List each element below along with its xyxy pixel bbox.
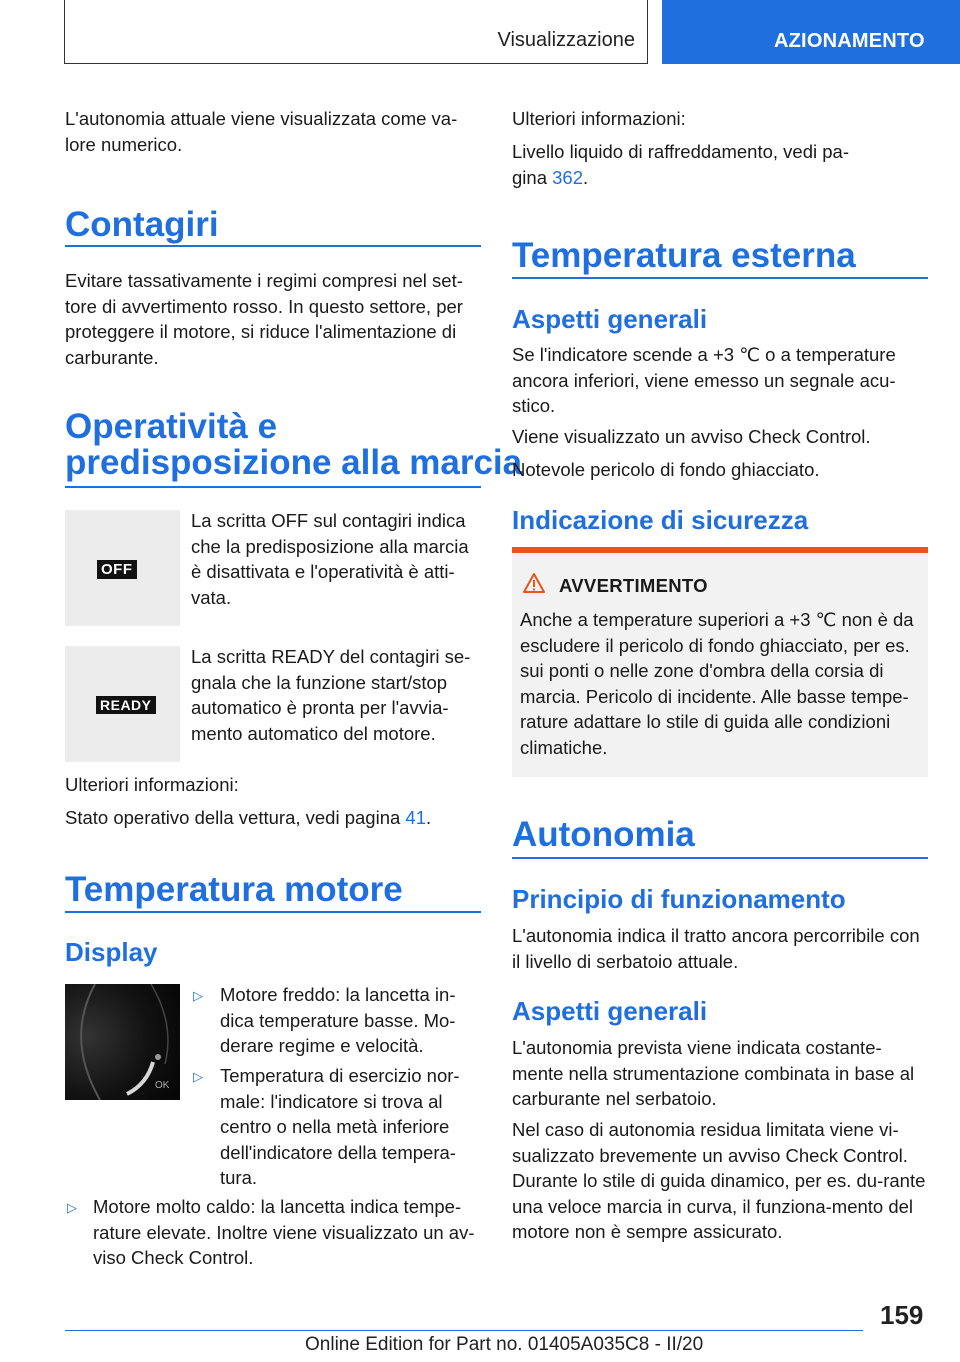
temperature-gauge-image bbox=[65, 984, 180, 1100]
header-section-box bbox=[64, 0, 648, 64]
operativita-rule bbox=[65, 486, 481, 488]
warning-title: AVVERTIMENTO bbox=[559, 575, 708, 596]
more-info-label-right: Ulteriori informazioni: bbox=[512, 108, 686, 129]
aspetti-paragraph-2: Viene visualizzato un avviso Check Control. bbox=[512, 426, 871, 447]
ready-badge: READY bbox=[96, 696, 156, 714]
ready-indicator-image bbox=[65, 646, 180, 762]
page-header bbox=[0, 0, 960, 66]
section-title: Visualizzazione bbox=[497, 29, 635, 51]
aspetti2-paragraph-1: L'autonomia prevista viene indicata costante-mente nella strumentazione combinata in base al carburante nel serbatoio. bbox=[512, 1037, 915, 1109]
autonomia-heading: Autonomia bbox=[512, 815, 695, 854]
aspetti2-paragraph-2: Nel caso di autonomia residua limitata viene vi-sualizzato brevemente un avviso Check Control. Durante lo stile di guida dinamico, per es. du-rante una veloce marcia in curva, il funziona-mento del motore non è sempre assicurato. bbox=[512, 1119, 926, 1242]
chapter-tab-label: AZIONAMENTO bbox=[774, 30, 925, 52]
temp-esterna-heading: Temperatura esterna bbox=[512, 236, 856, 275]
footer-edition: Online Edition for Part no. 01405A035C8 - II/20 bbox=[305, 1334, 704, 1355]
bullet-normal: Temperatura di esercizio nor-male: l'indicatore si trova al centro o nella metà inferiore dell'indicatore della tempera-tura. bbox=[220, 1065, 460, 1188]
contagiri-rule bbox=[65, 245, 481, 247]
page-number: 159 bbox=[880, 1300, 924, 1330]
bullet-cold: Motore freddo: la lancetta in-dica temperature basse. Mo-derare regime e velocità. bbox=[220, 984, 456, 1056]
temp-esterna-rule bbox=[512, 277, 928, 279]
more-info-label-left: Ulteriori informazioni: bbox=[65, 774, 239, 795]
warning-triangle-icon bbox=[522, 572, 546, 594]
more-info-line-left: Stato operativo della vettura, vedi pagina 41. bbox=[65, 807, 432, 828]
temp-motore-heading: Temperatura motore bbox=[65, 870, 403, 909]
principio-heading: Principio di funzionamento bbox=[512, 884, 846, 914]
display-heading: Display bbox=[65, 937, 158, 967]
off-paragraph: La scritta OFF sul contagiri indica che la predisposizione alla marcia è disattivata e l'operatività è atti-vata. bbox=[191, 510, 469, 608]
chapter-tab bbox=[662, 0, 960, 64]
bullet-triangle-icon: ▷ bbox=[193, 988, 203, 1003]
warning-text: Anche a temperature superiori a +3 ℃ non è da escludere il pericolo di fondo ghiacciato, per es. sui ponti o nelle zone d'ombra della corsia di marcia. Pericolo di incidente. Alle basse tempe-rature adattare lo stile di guida alle condizioni climatiche. bbox=[520, 609, 914, 758]
more-info-line-right: Livello liquido di raffreddamento, vedi pa-gina 362. bbox=[512, 141, 849, 188]
bullet-triangle-icon: ▷ bbox=[67, 1200, 77, 1215]
warning-bar bbox=[512, 547, 928, 553]
sicurezza-heading: Indicazione di sicurezza bbox=[512, 505, 809, 535]
autonomia-rule bbox=[512, 857, 928, 859]
aspetti2-heading: Aspetti generali bbox=[512, 996, 708, 1026]
warning-box bbox=[512, 547, 928, 777]
page-link-362[interactable]: 362 bbox=[552, 166, 583, 188]
bullet-triangle-icon: ▷ bbox=[193, 1069, 203, 1084]
contagiri-heading: Contagiri bbox=[65, 205, 219, 244]
off-badge: OFF bbox=[97, 560, 137, 579]
operativita-heading-line1: Operatività e bbox=[65, 407, 278, 446]
more-info-text-left: Stato operativo della vettura, vedi pagina bbox=[65, 807, 401, 828]
more-info-text-right: Livello liquido di raffreddamento, vedi pa-gina bbox=[512, 141, 849, 188]
footer-rule bbox=[65, 1330, 863, 1331]
aspetti-heading: Aspetti generali bbox=[512, 304, 708, 334]
ready-paragraph: La scritta READY del contagiri se-gnala che la funzione start/stop automatico è pronta per l'avvia-mento automatico del motore. bbox=[191, 646, 471, 744]
bullet-hot: Motore molto caldo: la lancetta indica tempe-rature elevate. Inoltre viene visualizzato un av-viso Check Control. bbox=[93, 1196, 475, 1268]
aspetti-paragraph-1: Se l'indicatore scende a +3 ℃ o a temperature ancora inferiori, viene emesso un segnale acu-stico. bbox=[512, 344, 896, 416]
off-indicator-image bbox=[65, 510, 180, 626]
contagiri-paragraph: Evitare tassativamente i regimi compresi nel set-tore di avvertimento rosso. In questo settore, per proteggere il motore, si riduce l'alimentazione di carburante. bbox=[65, 270, 463, 368]
operativita-heading-line2: predisposizione alla marcia bbox=[65, 443, 523, 482]
temp-motore-rule bbox=[65, 911, 481, 913]
gauge-ok-label: OK bbox=[155, 1080, 170, 1091]
aspetti-paragraph-3: Notevole pericolo di fondo ghiacciato. bbox=[512, 459, 820, 480]
principio-paragraph: L'autonomia indica il tratto ancora percorribile con il livello di serbatoio attuale. bbox=[512, 925, 920, 972]
gauge-illustration bbox=[65, 984, 180, 1100]
page-link-41[interactable]: 41 bbox=[405, 807, 426, 828]
intro-paragraph: L'autonomia attuale viene visualizzata come va-lore numerico. bbox=[65, 108, 458, 155]
